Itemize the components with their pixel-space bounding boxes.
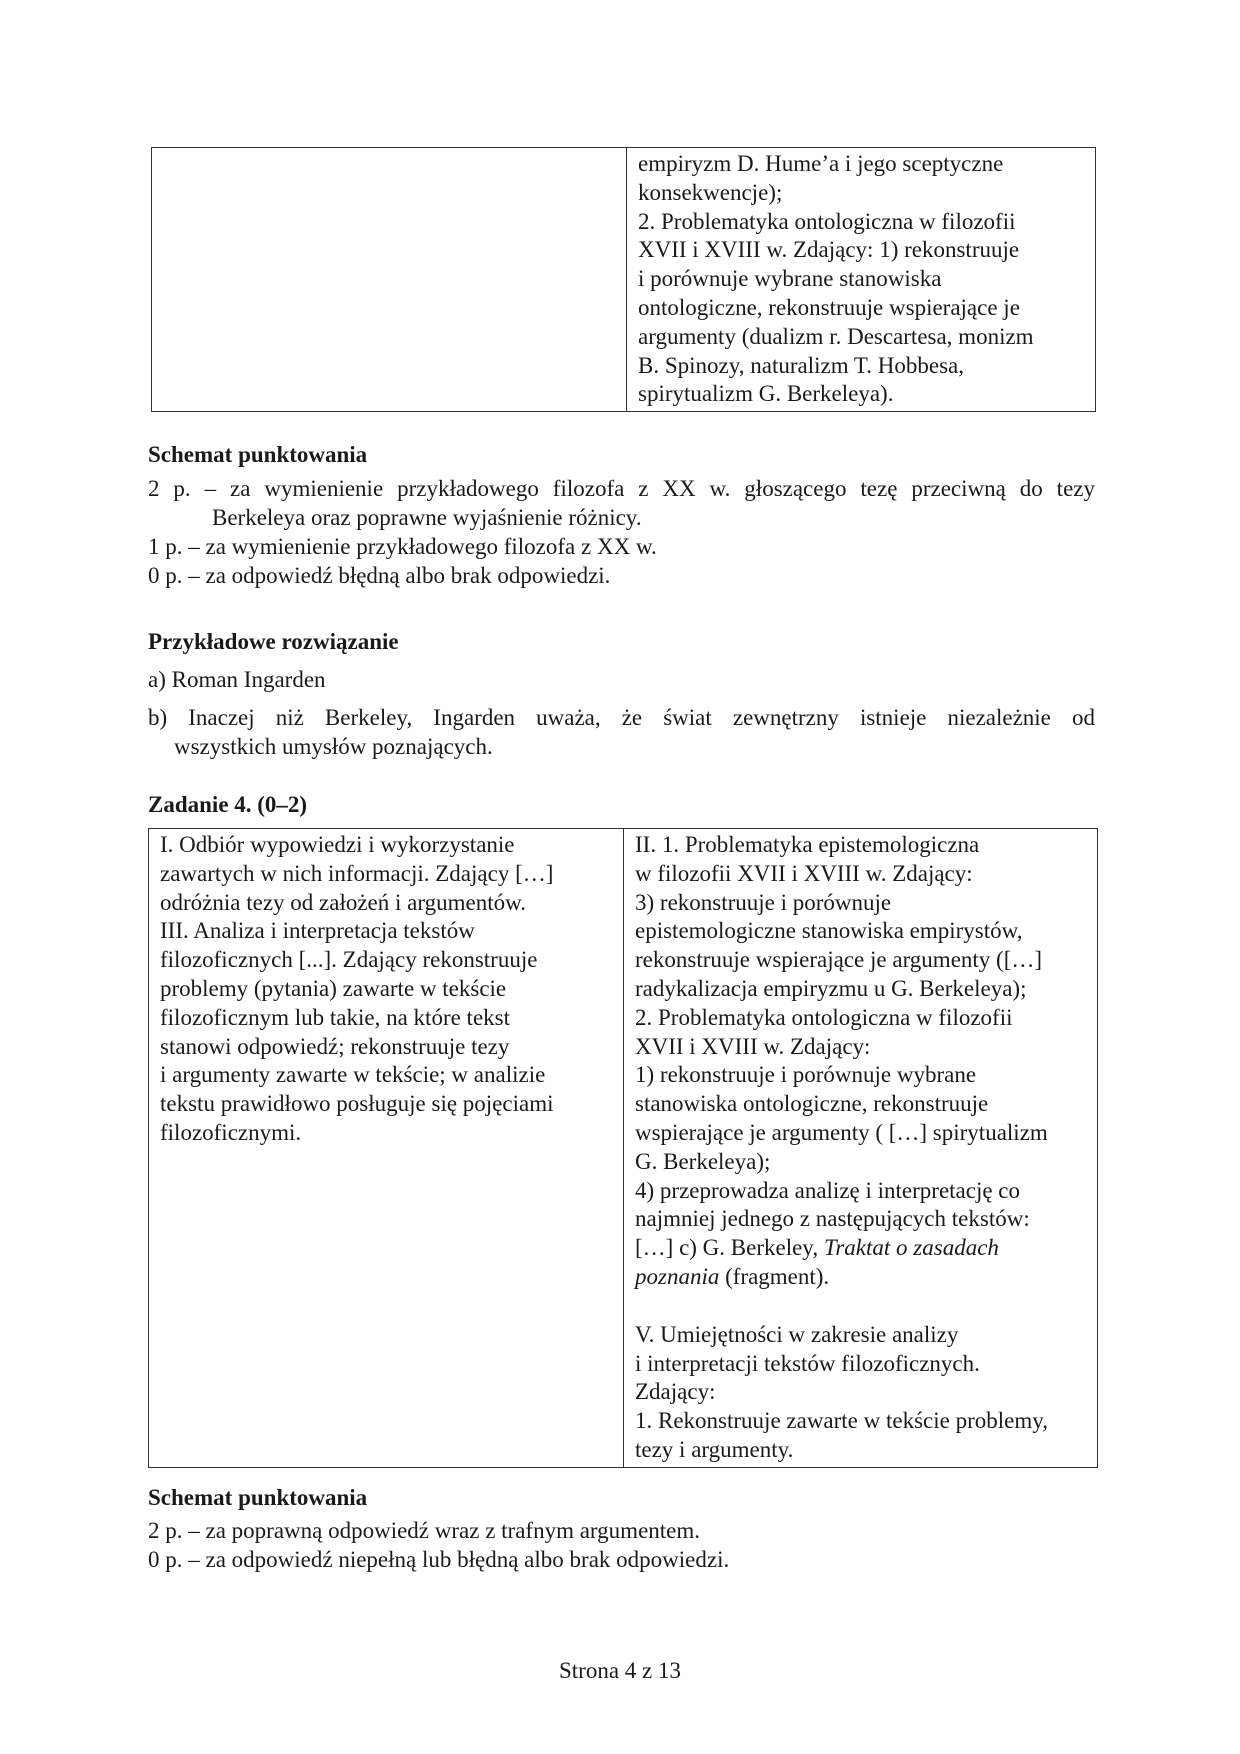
table-cell-line: i interpretacji tekstów filozoficznych.	[635, 1350, 980, 1376]
table-cell-line: 1) rekonstruuje i porównuje wybrane	[635, 1062, 977, 1088]
table-cell-line: argumenty (dualizm r. Descartesa, monizm	[638, 323, 1034, 349]
table-row	[149, 829, 1098, 1468]
paragraph-gap	[635, 1292, 1088, 1321]
scoring-heading: Schemat punktowania	[148, 1485, 368, 1510]
table-cell-line: rekonstruuje wspierające je argumenty ([…]	[635, 947, 1043, 973]
book-title: Traktat o zasadach	[823, 1235, 999, 1261]
table-cell-line: XVII i XVIII w. Zdający: 1) rekonstruuje	[638, 237, 1020, 263]
scoring-item-0p: 0 p. – za odpowiedź niepełną lub błędną albo brak odpowiedzi.	[148, 1547, 730, 1572]
task-heading: Zadanie 4. (0–2)	[148, 792, 308, 817]
book-title: poznania	[635, 1263, 720, 1289]
solution-heading: Przykładowe rozwiązanie	[148, 629, 399, 654]
table-cell-line: zawartych w nich informacji. Zdający […]	[160, 860, 554, 886]
table-cell-line: epistemologiczne stanowiska empirystów,	[635, 918, 1023, 944]
table-cell-line: stanowi odpowiedź; rekonstruuje tezy	[160, 1033, 510, 1059]
table-cell-line: i argumenty zawarte w tekście; w analizie	[160, 1062, 546, 1088]
table-cell-line: tekstu prawidłowo posługuje się pojęciami	[160, 1091, 554, 1117]
solution-answer-a: a) Roman Ingarden	[148, 667, 326, 692]
scoring-item-2p: 2 p. – za wymienienie przykładowego filozofa z XX w. głoszącego tezę przeciwną do tezy	[148, 476, 1095, 501]
table-cell-line: 2. Problematyka ontologiczna w filozofii	[635, 1004, 1013, 1030]
table-cell-line: wspierające je argumenty ( […] spirytualizm	[635, 1119, 1048, 1145]
table-cell-left	[152, 148, 627, 412]
table-cell-line: filozoficznymi.	[160, 1119, 302, 1145]
text-segment: (fragment).	[719, 1263, 830, 1289]
table-cell-right	[627, 148, 1096, 412]
table-cell-line	[635, 1263, 1088, 1292]
solution-answer-b: b) Inaczej niż Berkeley, Ingarden uważa, że świat zewnętrzny istnieje niezależnie od	[148, 705, 1095, 730]
table-cell-line: G. Berkeleya);	[635, 1148, 771, 1174]
table-cell-line: B. Spinozy, naturalizm T. Hobbesa,	[638, 352, 964, 378]
table-cell-right	[624, 829, 1098, 1468]
table-cell-line: 2. Problematyka ontologiczna w filozofii	[638, 208, 1016, 234]
page-number: Strona 4 z 13	[558, 1658, 681, 1683]
scoring-item-0p: 0 p. – za odpowiedź błędną albo brak odpowiedzi.	[148, 563, 611, 588]
text-segment: […] c) G. Berkeley,	[635, 1235, 824, 1261]
table-cell-line: problemy (pytania) zawarte w tekście	[160, 975, 507, 1001]
table-cell-line: XVII i XVIII w. Zdający:	[635, 1033, 871, 1059]
table-cell-line: w filozofii XVII i XVIII w. Zdający:	[635, 860, 973, 886]
table-cell-left	[149, 829, 624, 1468]
table-cell-line: stanowiska ontologiczne, rekonstruuje	[635, 1091, 989, 1117]
curriculum-table	[148, 828, 1098, 1468]
scoring-item-1p: 1 p. – za wymienienie przykładowego filozofa z XX w.	[148, 534, 657, 559]
table-cell-line: najmniej jednego z następujących tekstów:	[635, 1206, 1030, 1232]
table-cell-line: III. Analiza i interpretacja tekstów	[160, 918, 475, 944]
scoring-heading: Schemat punktowania	[148, 442, 368, 467]
table-cell-line: 4) przeprowadza analizę i interpretację co	[635, 1177, 1021, 1203]
table-cell-line: I. Odbiór wypowiedzi i wykorzystanie	[160, 832, 515, 857]
scoring-item-2p-continued: Berkeleya oraz poprawne wyjaśnienie różnicy.	[212, 505, 642, 530]
solution-answer-b-continued: wszystkich umysłów poznających.	[174, 734, 493, 759]
table-cell-line: radykalizacja empiryzmu u G. Berkeleya);	[635, 975, 1027, 1001]
table-cell-line: V. Umiejętności w zakresie analizy	[635, 1321, 959, 1347]
table-cell-line: 1. Rekonstruuje zawarte w tekście problemy,	[635, 1408, 1049, 1434]
table-cell-line: filozoficznych [...]. Zdający rekonstruuje	[160, 947, 538, 973]
table-cell-line: spirytualizm G. Berkeleya).	[638, 381, 894, 407]
table-cell-line: 3) rekonstruuje i porównuje	[635, 889, 892, 915]
scoring-item-2p: 2 p. – za poprawną odpowiedź wraz z trafnym argumentem.	[148, 1518, 701, 1543]
curriculum-table-continued	[151, 147, 1096, 412]
table-cell-line: konsekwencje);	[638, 179, 783, 205]
table-cell-line: odróżnia tezy od założeń i argumentów.	[160, 889, 526, 915]
table-row	[152, 148, 1096, 412]
table-cell-line	[635, 1234, 1088, 1263]
table-cell-line: Zdający:	[635, 1379, 716, 1405]
table-cell-line: II. 1. Problematyka epistemologiczna	[635, 832, 980, 857]
table-cell-line: i porównuje wybrane stanowiska	[638, 266, 942, 292]
table-cell-line: ontologiczne, rekonstruuje wspierające je	[638, 294, 1020, 320]
table-cell-line: empiryzm D. Hume’a i jego sceptyczne	[638, 151, 1004, 176]
table-cell-line: tezy i argumenty.	[635, 1436, 794, 1462]
table-cell-line: filozoficznym lub takie, na które tekst	[160, 1004, 510, 1030]
